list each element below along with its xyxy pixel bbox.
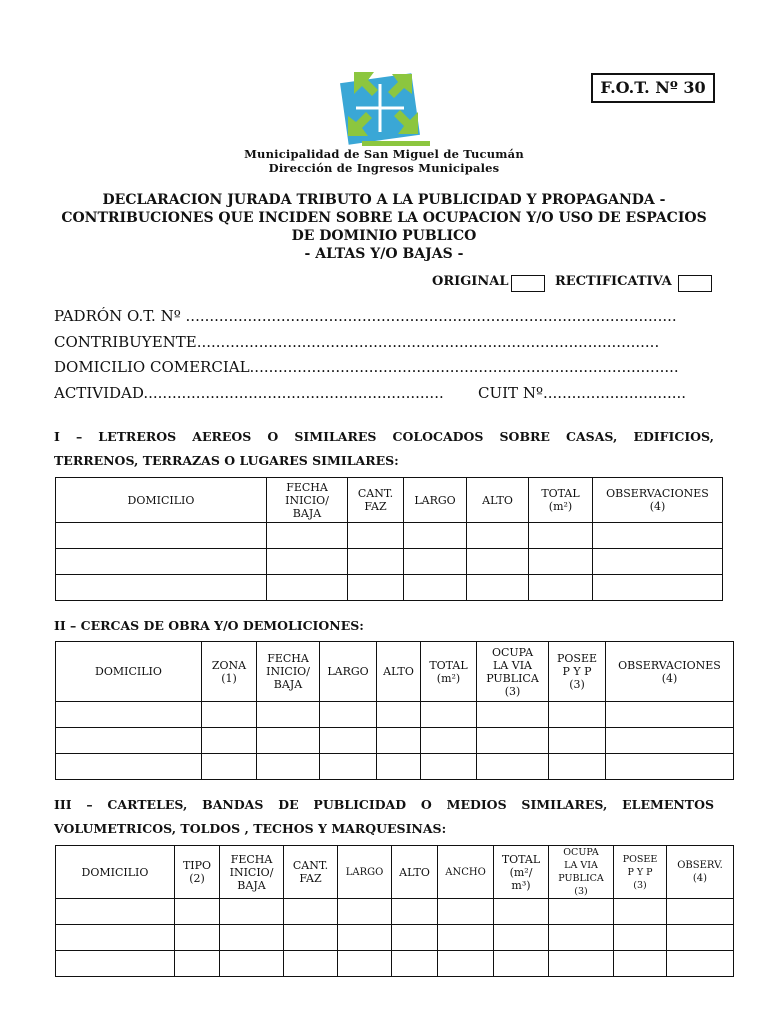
col-domicilio: DOMICILIO: [56, 642, 202, 702]
col-alto: ALTO: [377, 642, 421, 702]
table-header-row: [56, 642, 734, 702]
col-fecha: FECHA INICIO/ BAJA: [220, 846, 284, 899]
col-observaciones: OBSERVACIONES (4): [606, 642, 734, 702]
contribuyente-field[interactable]: CONTRIBUYENTE.................................................................................................: [54, 333, 660, 351]
form-code-box: [591, 73, 715, 103]
table-row[interactable]: [56, 549, 723, 575]
table-row[interactable]: [56, 754, 734, 780]
original-label: ORIGINAL: [432, 274, 509, 289]
col-fecha: FECHA INICIO/ BAJA: [257, 642, 320, 702]
municipality-logo: [334, 70, 434, 150]
table-header-row: [56, 846, 734, 899]
section-1-table: [55, 477, 723, 601]
rectificativa-label: RECTIFICATIVA: [555, 274, 672, 289]
section-3-line-2: VOLUMETRICOS, TOLDOS , TECHOS Y MARQUESINAS:: [54, 821, 447, 836]
title-line-3: DE DOMINIO PUBLICO: [291, 228, 477, 244]
section-2-line-1: II – CERCAS DE OBRA Y/O DEMOLICIONES:: [54, 618, 364, 633]
col-total: TOTAL (m²): [421, 642, 477, 702]
domicilio-comercial-field[interactable]: DOMICILIO COMERCIAL..........................................................................................: [54, 358, 679, 376]
col-zona: ZONA (1): [202, 642, 257, 702]
col-ocupa-via-publica: OCUPA LA VIA PUBLICA (3): [477, 642, 549, 702]
col-largo: LARGO: [404, 478, 467, 523]
direction-name: Dirección de Ingresos Municipales: [268, 161, 500, 175]
col-ocupa-via-publica: OCUPA LA VIA PUBLICA (3): [549, 846, 614, 899]
section-3-heading: [54, 793, 714, 841]
rectificativa-checkbox[interactable]: [678, 275, 712, 292]
col-ancho: ANCHO: [438, 846, 494, 899]
col-posee-pyp: POSEE P Y P (3): [549, 642, 606, 702]
section-1-heading: [54, 425, 714, 473]
table-row[interactable]: [56, 575, 723, 601]
original-checkbox[interactable]: [511, 275, 545, 292]
section-3-line-1: III – CARTELES, BANDAS DE PUBLICIDAD O MEDIOS SIMILARES, ELEMENTOS: [54, 797, 714, 812]
section-2-heading: [54, 614, 714, 638]
table-row[interactable]: [56, 728, 734, 754]
padron-field[interactable]: PADRÓN O.T. Nº .......................................................................................................: [54, 307, 677, 325]
table-row[interactable]: [56, 951, 734, 977]
col-fecha: FECHA INICIO/ BAJA: [267, 478, 348, 523]
section-3-table: [55, 845, 734, 977]
section-1-line-1: I – LETREROS AEREOS O SIMILARES COLOCADOS SOBRE CASAS, EDIFICIOS,: [54, 429, 714, 444]
col-alto: ALTO: [467, 478, 529, 523]
col-largo: LARGO: [320, 642, 377, 702]
col-domicilio: DOMICILIO: [56, 478, 267, 523]
municipality-name: Municipalidad de San Miguel de Tucumán: [244, 147, 524, 161]
col-observaciones: OBSERV. (4): [667, 846, 734, 899]
actividad-field[interactable]: ACTIVIDAD...............................................................: [54, 384, 444, 402]
col-posee-pyp: POSEE P Y P (3): [614, 846, 667, 899]
title-line-1: DECLARACION JURADA TRIBUTO A LA PUBLICIDAD Y PROPAGANDA -: [102, 192, 666, 208]
table-row[interactable]: [56, 899, 734, 925]
col-cant-faz: CANT. FAZ: [284, 846, 338, 899]
col-total: TOTAL (m²): [529, 478, 593, 523]
col-total: TOTAL (m²/ m³): [494, 846, 549, 899]
title-line-2: CONTRIBUCIONES QUE INCIDEN SOBRE LA OCUPACION Y/O USO DE ESPACIOS: [61, 210, 707, 226]
cuit-field[interactable]: CUIT Nº..............................: [478, 384, 687, 402]
table-row[interactable]: [56, 925, 734, 951]
section-2-table: [55, 641, 734, 780]
section-1-line-2: TERRENOS, TERRAZAS O LUGARES SIMILARES:: [54, 453, 399, 468]
table-row[interactable]: [56, 523, 723, 549]
col-observaciones: OBSERVACIONES (4): [593, 478, 723, 523]
document-title: [40, 191, 728, 263]
col-tipo: TIPO (2): [175, 846, 220, 899]
title-line-4: - ALTAS Y/O BAJAS -: [304, 246, 464, 262]
col-alto: ALTO: [392, 846, 438, 899]
table-header-row: [56, 478, 723, 523]
table-row[interactable]: [56, 702, 734, 728]
form-code: F.O.T. Nº 30: [600, 78, 706, 97]
col-cant-faz: CANT. FAZ: [348, 478, 404, 523]
col-largo: LARGO: [338, 846, 392, 899]
col-domicilio: DOMICILIO: [56, 846, 175, 899]
